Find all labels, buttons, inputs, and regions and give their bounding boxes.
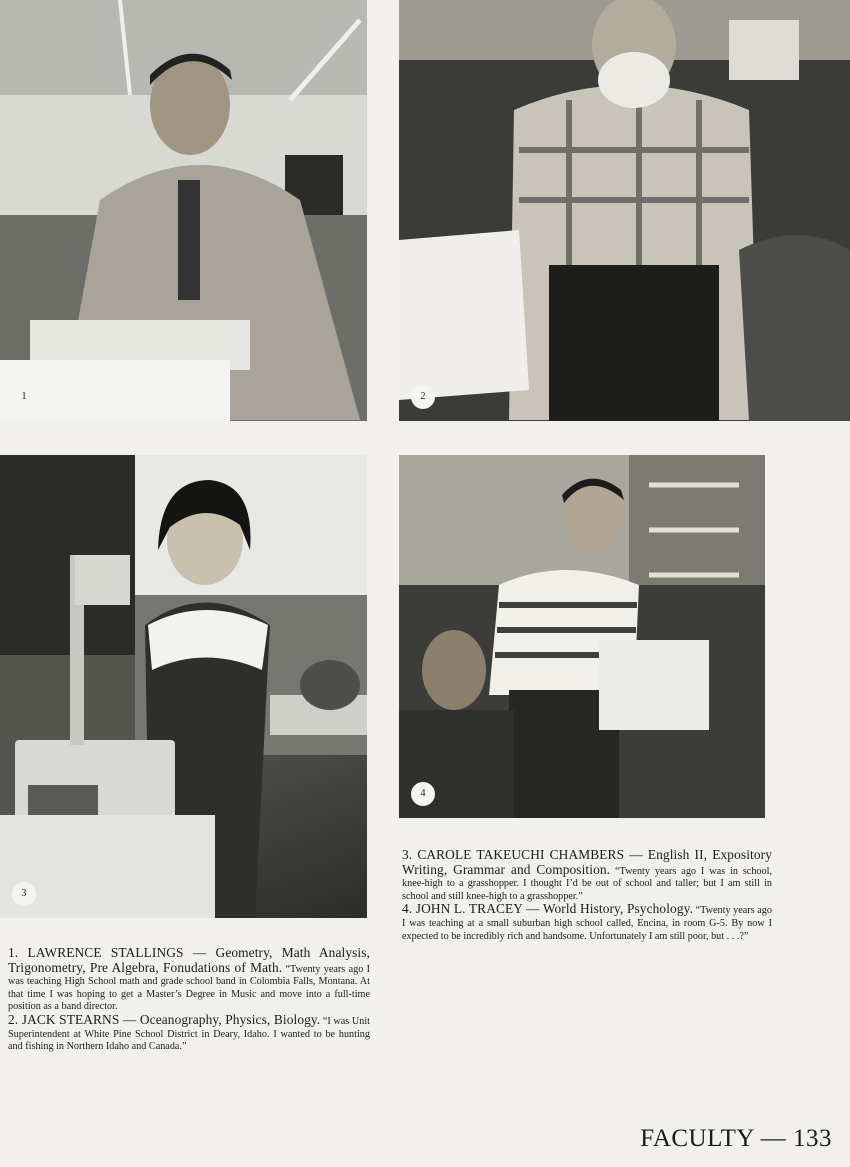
faculty-photo-2	[399, 0, 850, 421]
captions-left-column	[8, 947, 370, 1054]
caption-4-lead: 4. JOHN L. TRACEY — World History, Psychology.	[402, 901, 694, 917]
photo-number-badge: 1	[12, 385, 36, 409]
caption-3-lead: 3. CAROLE TAKEUCHI CHAMBERS — English II, Expository Writing, Grammar and Composition.	[402, 847, 772, 877]
caption-1-quote: “Twenty years ago I was teaching High School math and grade school band in Colombia Falls, Montana. At that time I was hoping to get a Master’s Degree in Music and move into a full-time position as a band director.	[8, 963, 370, 1013]
caption-2	[8, 1011, 371, 1054]
photo-number-badge: 2	[411, 385, 435, 409]
photo-teacher-standing-plaid-shirt	[399, 0, 850, 421]
photo-number-badge: 4	[411, 782, 435, 806]
faculty-photo-3	[0, 455, 367, 918]
caption-3-quote: “Twenty years ago I was in school, knee-high to a grasshopper. I thought I’d be out of school and taller; but I am still in school and still knee-high to a grasshopper.”	[402, 865, 772, 902]
caption-4-quote: “Twenty years ago I was teaching at a small suburban high school called, Encina, in room G-5. By now I expected to be incredibly rich and handsome. Unfortunately I am still poor, but . . .?”	[402, 905, 772, 942]
caption-3	[402, 849, 772, 903]
caption-4	[402, 903, 772, 943]
caption-2-quote: “I was Unit Superintendent at White Pine School District in Deary, Idaho. I wanted to be hunting and fishing in Northern Idaho and Canada.”	[8, 1015, 371, 1053]
caption-2-lead: 2. JACK STEARNS — Oceanography, Physics, Biology.	[8, 1011, 321, 1027]
photo-number-badge: 3	[12, 882, 36, 906]
section-title: FACULTY	[640, 1125, 754, 1152]
photo-teacher-overhead-projector	[0, 455, 367, 918]
faculty-photo-1	[0, 0, 367, 421]
faculty-photo-4	[399, 455, 765, 818]
page-footer	[640, 1125, 832, 1153]
footer-separator: —	[760, 1125, 787, 1152]
caption-1	[8, 947, 370, 1014]
photo-teacher-at-desk	[0, 0, 367, 421]
caption-1-lead: 1. LAWRENCE STALLINGS — Geometry, Math Analysis, Trigonometry, Pre Algebra, Fonudations of Math.	[8, 945, 370, 975]
page-number: 133	[793, 1125, 832, 1152]
captions-right-column	[402, 849, 772, 943]
photo-teacher-striped-shirt	[399, 455, 765, 818]
